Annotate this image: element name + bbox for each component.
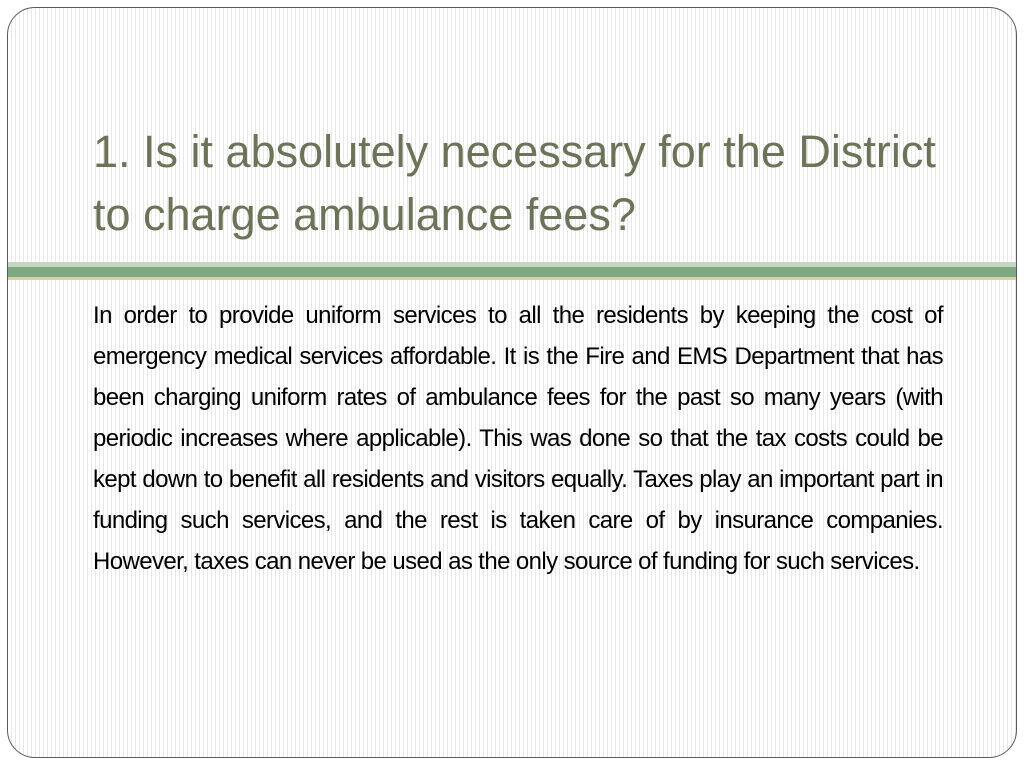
slide-title: 1. Is it absolutely necessary for the District to charge ambulance fees? bbox=[93, 126, 936, 240]
divider-band-green bbox=[8, 267, 1016, 277]
slide bbox=[7, 7, 1017, 758]
slide-body-text: In order to provide uniform services to all the residents by keeping the cost of emergency medical services affordable. It is the Fire and EMS Department that has been charging uniform rates of ambulance fees for the past so many years (with periodic increases where applicable). This was done so that the tax costs could be kept down to benefit all residents and visitors equally. Taxes play an important part in funding such services, and the rest is taken care of by insurance companies. However, taxes can never be used as the only source of funding for such services. bbox=[93, 302, 943, 575]
divider-band-tan bbox=[8, 277, 1016, 280]
